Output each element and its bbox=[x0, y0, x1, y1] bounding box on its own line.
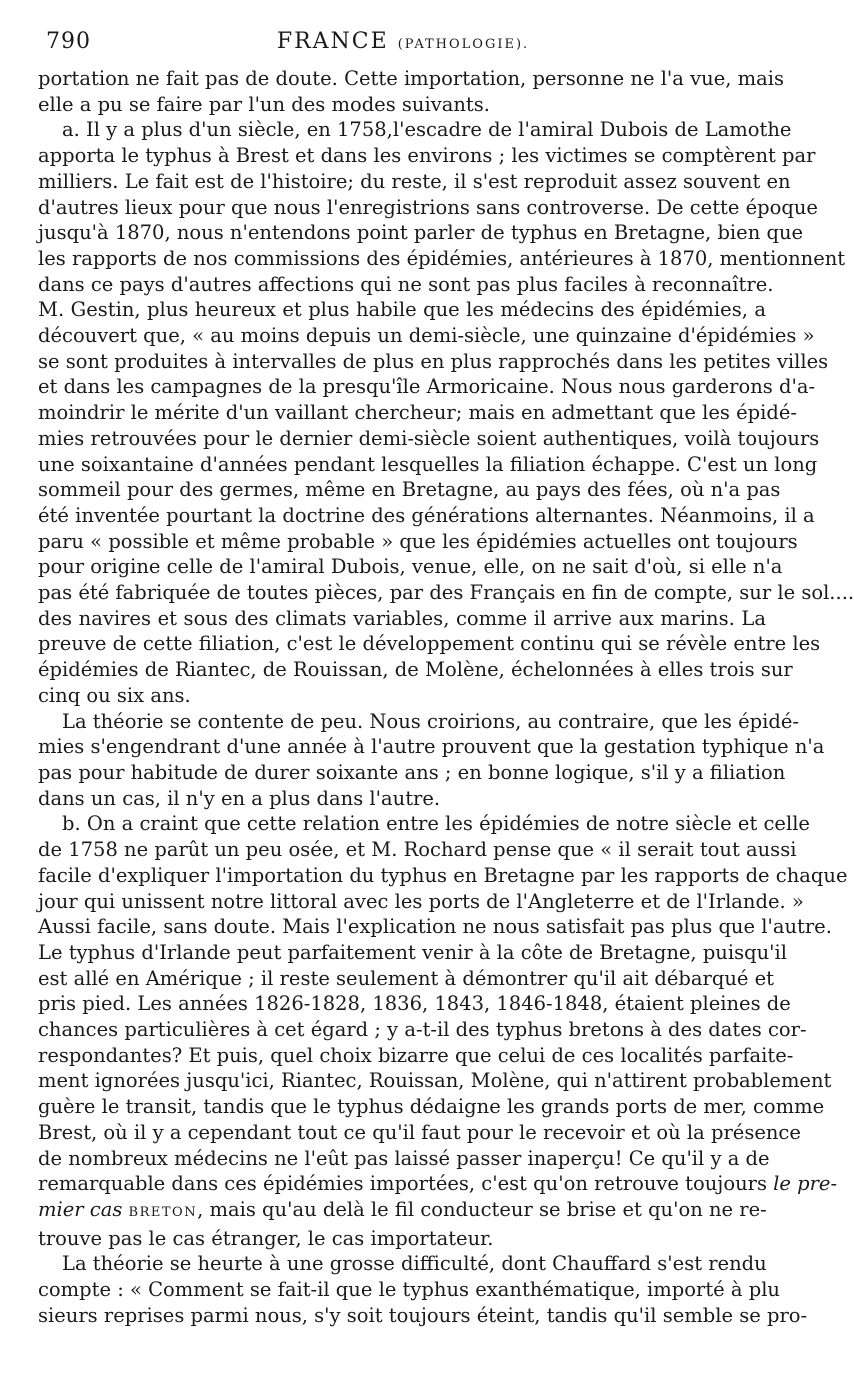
italic-text: mier cas bbox=[38, 1197, 123, 1221]
text-line: respondantes? Et puis, quel choix bizarre que celui de ces localités parfaite- bbox=[38, 1043, 794, 1067]
text-line: mies retrouvées pour le dernier demi-siècle soient authentiques, voilà toujours bbox=[38, 426, 820, 450]
text-line: a. Il y a plus d'un siècle, en 1758,l'escadre de l'amiral Dubois de Lamothe bbox=[62, 118, 792, 142]
text-line: jour qui unissent notre littoral avec les ports de l'Angleterre et de l'Irlande. » bbox=[38, 889, 804, 913]
text-line: preuve de cette filiation, c'est le développement continu qui se révèle entre les bbox=[38, 632, 821, 656]
text-line: M. Gestin, plus heureux et plus habile que les médecins des épidémies, a bbox=[38, 298, 766, 322]
text-line: de 1758 ne parût un peu osée, et M. Rochard pense que « il serait tout aussi bbox=[38, 838, 797, 862]
paragraph bbox=[38, 66, 784, 117]
text-line: Le typhus d'Irlande peut parfaitement venir à la côte de Bretagne, puisqu'il bbox=[38, 940, 787, 964]
text-line: apporta le typhus à Brest et dans les environs ; les victimes se comptèrent par bbox=[38, 144, 816, 168]
text-line: les rapports de nos commissions des épidémies, antérieures à 1870, mentionnent bbox=[38, 246, 846, 270]
text-line: est allé en Amérique ; il reste seulement à démontrer qu'il ait débarqué et bbox=[38, 966, 774, 990]
paragraph bbox=[38, 1251, 808, 1328]
text-line: paru « possible et même probable » que les épidémies actuelles ont toujours bbox=[38, 529, 798, 553]
text-line: portation ne fait pas de doute. Cette importation, personne ne l'a vue, mais bbox=[38, 67, 784, 90]
text-line: sommeil pour des germes, même en Bretagne, au pays des fées, où n'a pas bbox=[38, 478, 781, 502]
text-line: elle a pu se faire par l'un des modes suivants. bbox=[38, 92, 490, 116]
text-line: pas pour habitude de durer soixante ans ; en bonne logique, s'il y a filiation bbox=[38, 760, 786, 784]
text-line: et dans les campagnes de la presqu'île Armoricaine. Nous nous garderons d'a- bbox=[38, 375, 816, 399]
paragraph bbox=[38, 709, 825, 812]
text-line: compte : « Comment se fait-il que le typhus exanthématique, importé à plu bbox=[38, 1278, 780, 1302]
text-line: mier cas BRETON, mais qu'au delà le fil conducteur se brise et qu'on ne re- bbox=[38, 1197, 767, 1221]
text-line: guère le transit, tandis que le typhus dédaigne les grands ports de mer, comme bbox=[38, 1095, 825, 1119]
page-number: 790 bbox=[46, 29, 91, 54]
running-head bbox=[38, 29, 768, 61]
running-title bbox=[38, 29, 768, 54]
text-line: mies s'engendrant d'une année à l'autre prouvent que la gestation typhique n'a bbox=[38, 735, 825, 759]
paragraph bbox=[38, 117, 854, 708]
text-line: trouve pas le cas étranger, le cas importateur. bbox=[38, 1226, 494, 1250]
running-title-main: FRANCE bbox=[276, 29, 389, 54]
text-line: facile d'expliquer l'importation du typhus en Bretagne par les rapports de chaque bbox=[38, 863, 848, 887]
text-line: cinq ou six ans. bbox=[38, 683, 191, 707]
text-line: se sont produites à intervalles de plus en plus rapprochés dans les petites villes bbox=[38, 349, 829, 373]
text-line: ment ignorées jusqu'ici, Riantec, Rouissan, Molène, qui n'attirent probablement bbox=[38, 1069, 832, 1093]
text-line: des navires et sous des climats variables, comme il arrive aux marins. La bbox=[38, 606, 766, 630]
text-line: pris pied. Les années 1826-1828, 1836, 1843, 1846-1848, étaient pleines de bbox=[38, 992, 791, 1016]
text-line: remarquable dans ces épidémies importées, c'est qu'on retrouve toujours le pre- bbox=[38, 1172, 838, 1196]
body-text bbox=[38, 66, 854, 1328]
text-line: milliers. Le fait est de l'histoire; du reste, il s'est reproduit assez souvent en bbox=[38, 169, 791, 193]
text-line: pas été fabriquée de toutes pièces, par des Français en fin de compte, sur le sol.... bbox=[38, 581, 854, 605]
text-line: La théorie se contente de peu. Nous croirions, au contraire, que les épidé- bbox=[62, 709, 799, 733]
text-line: découvert que, « au moins depuis un demi-siècle, une quinzaine d'épidémies » bbox=[38, 324, 815, 348]
text-line: jusqu'à 1870, nous n'entendons point parler de typhus en Bretagne, bien que bbox=[38, 221, 804, 245]
text-line: dans un cas, il n'y en a plus dans l'autre. bbox=[38, 786, 441, 810]
italic-text: le pre- bbox=[773, 1172, 838, 1196]
running-title-sub: (PATHOLOGIE). bbox=[397, 37, 530, 52]
text-line: dans ce pays d'autres affections qui ne sont pas plus faciles à reconnaître. bbox=[38, 272, 774, 296]
text-line: b. On a craint que cette relation entre les épidémies de notre siècle et celle bbox=[62, 812, 810, 836]
text-line: chances particulières à cet égard ; y a-t-il des typhus bretons à des dates cor- bbox=[38, 1018, 807, 1042]
text-line: Brest, où il y a cependant tout ce qu'il faut pour le recevoir et où la présence bbox=[38, 1120, 801, 1144]
text-line: d'autres lieux pour que nous l'enregistrions sans controverse. De cette époque bbox=[38, 195, 818, 219]
text-line: épidémies de Riantec, de Rouissan, de Molène, échelonnées à elles trois sur bbox=[38, 658, 793, 682]
text-line: de nombreux médecins ne l'eût pas laissé passer inaperçu! Ce qu'il y a de bbox=[38, 1146, 770, 1170]
text-line: La théorie se heurte à une grosse difficulté, dont Chauffard s'est rendu bbox=[62, 1252, 767, 1276]
text-line: été inventée pourtant la doctrine des générations alternantes. Néanmoins, il a bbox=[38, 503, 815, 527]
paragraph bbox=[38, 811, 848, 1251]
text-line: sieurs reprises parmi nous, s'y soit toujours éteint, tandis qu'il semble se pro- bbox=[38, 1303, 808, 1327]
text-line: moindrir le mérite d'un vaillant chercheur; mais en admettant que les épidé- bbox=[38, 401, 797, 425]
small-caps-text: BRETON bbox=[128, 1204, 198, 1220]
text-line: pour origine celle de l'amiral Dubois, venue, elle, on ne sait d'où, si elle n'a bbox=[38, 555, 783, 579]
text-line: une soixantaine d'années pendant lesquelles la filiation échappe. C'est un long bbox=[38, 452, 818, 476]
text-line: Aussi facile, sans doute. Mais l'explication ne nous satisfait pas plus que l'autre. bbox=[38, 915, 832, 939]
